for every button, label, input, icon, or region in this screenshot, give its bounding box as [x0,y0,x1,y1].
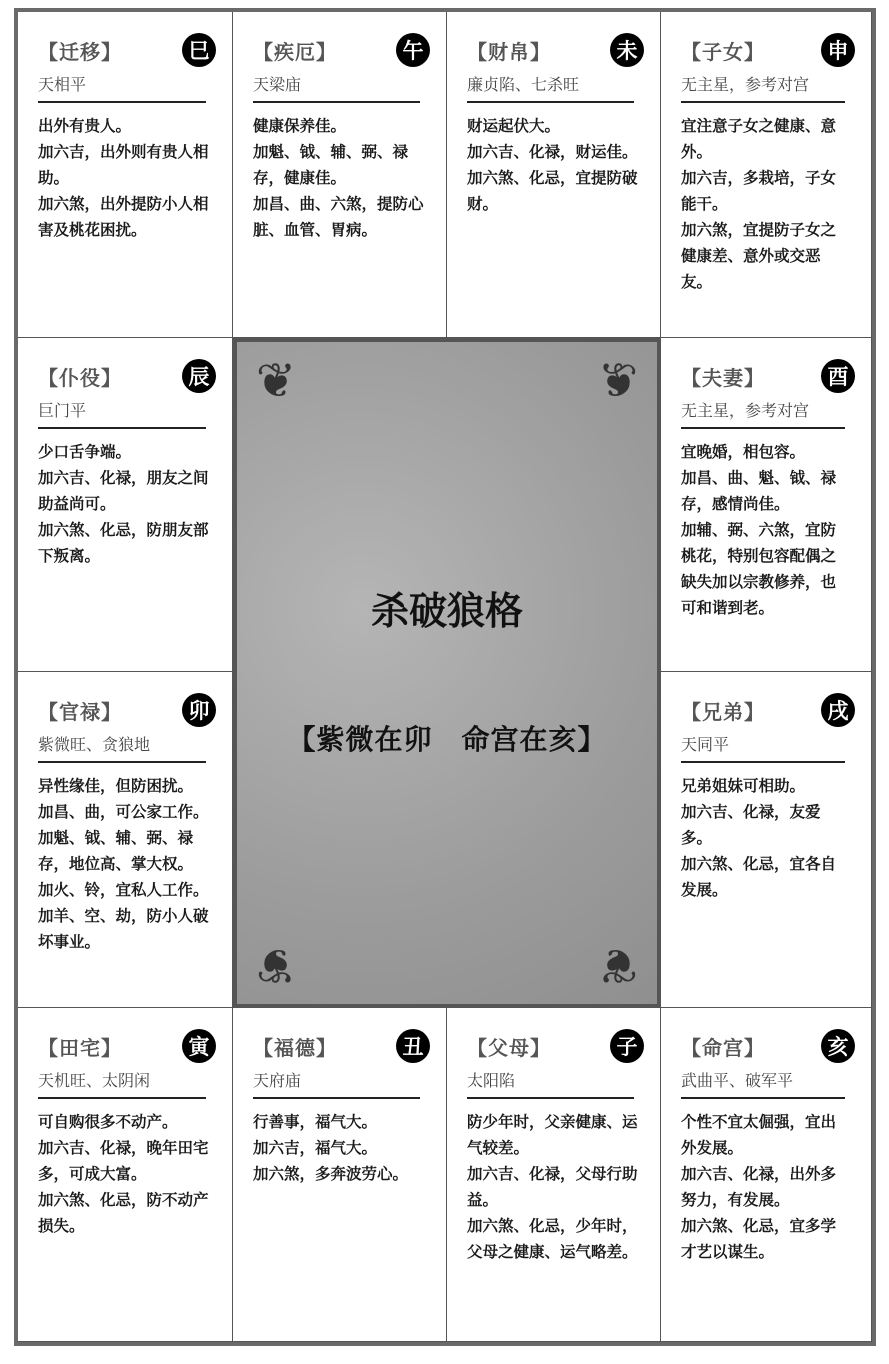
description-line: 加六吉、化禄，出外多努力，有发展。 [681,1165,837,1209]
palace-stars: 天府庙 [253,1064,420,1099]
description-line: 加六吉，多栽培，子女能干。 [681,169,837,213]
palace-description [681,1109,851,1265]
palace-stars: 廉贞陷、七杀旺 [467,68,634,103]
description-line: 宜注意子女之健康、意外。 [681,117,837,161]
description-line: 出外有贵人。 [38,117,132,135]
palace-cell [447,12,661,338]
palace-header [681,32,857,68]
palace-header [681,692,857,728]
palace-stars: 天梁庙 [253,68,420,103]
description-line: 可自购很多不动产。 [38,1113,178,1131]
palace-cell [18,672,233,1008]
branch-badge: 辰 [182,359,216,393]
branch-badge: 亥 [821,1029,855,1063]
palace-stars: 武曲平、破军平 [681,1064,845,1099]
description-line: 加六吉、化禄，晚年田宅多，可成大富。 [38,1139,209,1183]
palace-stars: 天机旺、太阴闲 [38,1064,206,1099]
description-line: 加六煞、化忌，防朋友部下叛离。 [38,521,209,565]
description-line: 加昌、曲，可公家工作。 [38,803,209,821]
description-line: 加六煞、化忌，宜各自发展。 [681,855,837,899]
description-line: 宜晚婚，相包容。 [681,443,806,461]
description-line: 加羊、空、劫，防小人破坏事业。 [38,907,209,951]
palace-description [681,773,851,903]
palace-stars: 天同平 [681,728,845,763]
description-line: 异性缘佳，但防困扰。 [38,777,194,795]
palace-name: 【田宅】 [38,1035,122,1060]
palace-header [38,1028,218,1064]
branch-badge: 戌 [821,693,855,727]
palace-description [681,113,851,295]
branch-badge: 寅 [182,1029,216,1063]
palace-name: 【疾厄】 [253,39,337,64]
description-line: 加六煞、化忌，宜多学才艺以谋生。 [681,1217,837,1261]
description-line: 加昌、曲、魁、钺、禄存，感情尚佳。 [681,469,837,513]
description-line: 加六吉，出外则有贵人相助。 [38,143,209,187]
palace-description [38,1109,212,1239]
palace-header [38,32,218,68]
description-line: 加魁、钺、辅、弼、禄存，地位高、掌大权。 [38,829,194,873]
description-line: 加魁、钺、辅、弼、禄存，健康佳。 [253,143,409,187]
ornament-corner-icon: ❦ [597,353,639,409]
palace-name: 【财帛】 [467,39,551,64]
description-line: 兄弟姐妹可相助。 [681,777,806,795]
palace-cell [233,1008,447,1342]
chart-subtitle: 【紫微在卯 命宫在亥】 [287,723,607,756]
palace-cell [447,1008,661,1342]
palace-header [681,1028,857,1064]
description-line: 加六煞、化忌，宜提防破财。 [467,169,638,213]
palace-header [253,32,432,68]
palace-cell [18,12,233,338]
palace-header [38,358,218,394]
description-line: 行善事，福气大。 [253,1113,378,1131]
palace-stars: 无主星，参考对宫 [681,394,845,429]
palace-description [253,1109,426,1187]
description-line: 加六吉、化禄，财运佳。 [467,143,638,161]
palace-cell [661,1008,872,1342]
description-line: 加六吉，福气大。 [253,1139,378,1157]
palace-name: 【子女】 [681,39,765,64]
palace-header [467,1028,646,1064]
ornament-corner-icon: ❦ [255,353,297,409]
description-line: 加六吉、化禄，朋友之间助益尚可。 [38,469,209,513]
description-line: 加六煞，宜提防子女之健康差、意外或交恶友。 [681,221,837,291]
palace-description [467,113,640,217]
description-line: 加辅、弼、六煞，宜防桃花，特别包容配偶之缺失加以宗教修养，也可和谐到老。 [681,521,837,617]
branch-badge: 丑 [396,1029,430,1063]
palace-name: 【仆役】 [38,365,122,390]
chart-title: 杀破狼格 [370,588,523,633]
palace-stars: 巨门平 [38,394,206,429]
palace-name: 【夫妻】 [681,365,765,390]
palace-header [681,358,857,394]
description-line: 财运起伏大。 [467,117,561,135]
palace-name: 【兄弟】 [681,699,765,724]
palace-cell [18,1008,233,1342]
palace-stars: 天相平 [38,68,206,103]
description-line: 少口舌争端。 [38,443,132,461]
palace-cell [233,12,447,338]
palace-description [38,773,212,955]
branch-badge: 酉 [821,359,855,393]
palace-description [38,439,212,569]
palace-name: 【迁移】 [38,39,122,64]
palace-header [467,32,646,68]
branch-badge: 午 [396,33,430,67]
palace-cell [661,338,872,672]
palace-description [38,113,212,243]
description-line: 加六吉、化禄，父母行助益。 [467,1165,638,1209]
ornament-corner-icon: ❦ [255,937,297,993]
description-line: 加六煞、化忌，防不动产损失。 [38,1191,209,1235]
branch-badge: 卯 [182,693,216,727]
branch-badge: 巳 [182,33,216,67]
branch-badge: 申 [821,33,855,67]
branch-badge: 未 [610,33,644,67]
description-line: 加六煞、化忌，少年时，父母之健康、运气略差。 [467,1217,638,1261]
palace-name: 【官禄】 [38,699,122,724]
palace-cell [661,672,872,1008]
description-line: 加昌、曲、六煞，提防心脏、血管、胃病。 [253,195,424,239]
palace-name: 【命宫】 [681,1035,765,1060]
palace-stars: 太阳陷 [467,1064,634,1099]
palace-stars: 无主星，参考对宫 [681,68,845,103]
palace-cell [18,338,233,672]
description-line: 个性不宜太倔强，宜出外发展。 [681,1113,837,1157]
description-line: 加六煞，多奔波劳心。 [253,1165,409,1183]
ornament-corner-icon: ❦ [597,937,639,993]
description-line: 健康保养佳。 [253,117,347,135]
palace-name: 【父母】 [467,1035,551,1060]
palace-description [681,439,851,621]
palace-cell [661,12,872,338]
palace-description [253,113,426,243]
palace-name: 【福德】 [253,1035,337,1060]
palace-stars: 紫微旺、贪狼地 [38,728,206,763]
description-line: 加火、铃，宜私人工作。 [38,881,209,899]
center-panel [233,338,661,1008]
palace-description [467,1109,640,1265]
palace-header [253,1028,432,1064]
palace-header [38,692,218,728]
branch-badge: 子 [610,1029,644,1063]
description-line: 加六煞，出外提防小人相害及桃花困扰。 [38,195,209,239]
description-line: 加六吉、化禄，友爱多。 [681,803,821,847]
description-line: 防少年时，父亲健康、运气较差。 [467,1113,638,1157]
